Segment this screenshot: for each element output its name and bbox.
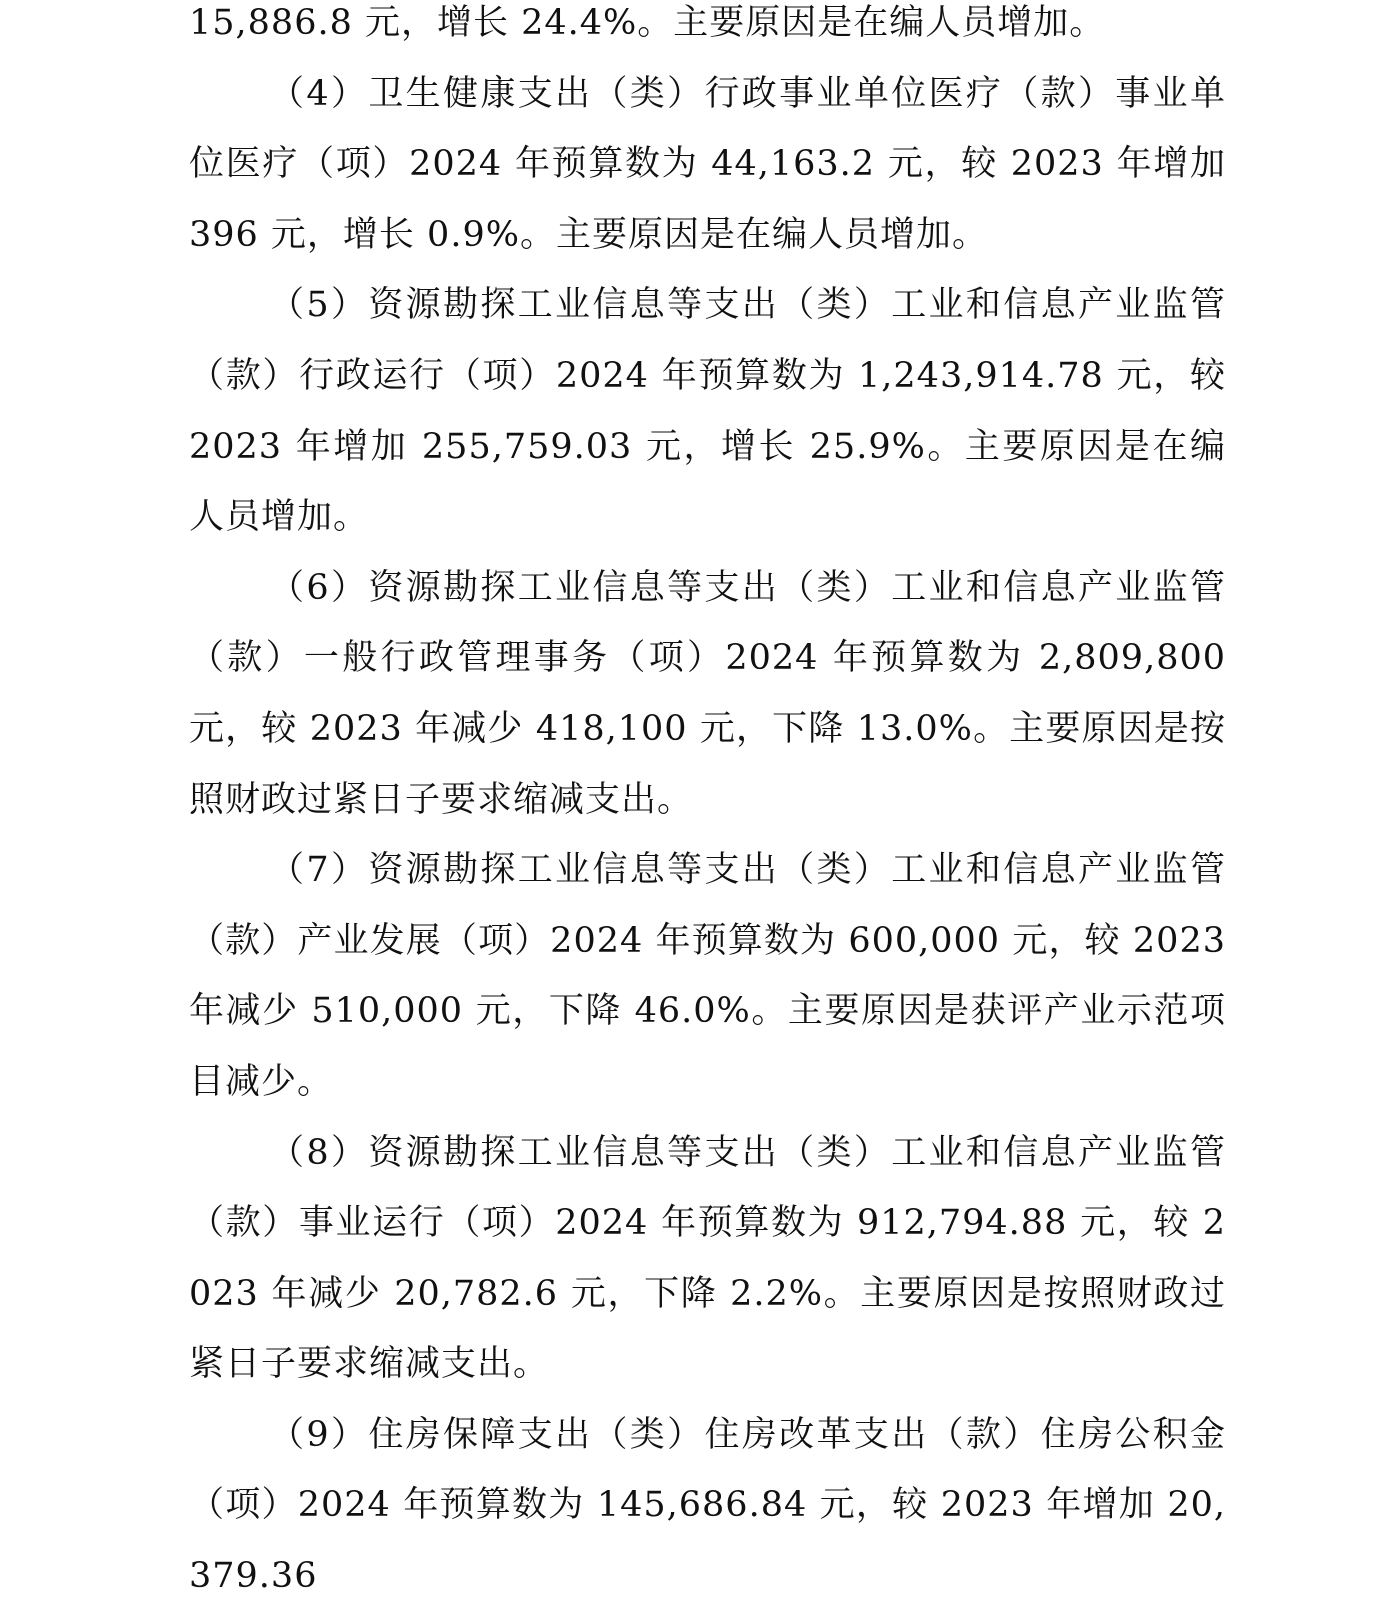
paragraph-item-4: （4）卫生健康支出（类）行政事业单位医疗（款）事业单位医疗（项）2024 年预算数为 44,163.2 元，较 2023 年增加 396 元，增长 0.9%。主要原因是在编人员增加。: [189, 73, 1226, 255]
paragraph-item-5: （5）资源勘探工业信息等支出（类）工业和信息产业监管（款）行政运行（项）2024 年预算数为 1,243,914.78 元，较 2023 年增加 255,759.03 元，增长 25.9%。主要原因是在编人员增加。: [189, 285, 1226, 538]
paragraph-item-7: （7）资源勘探工业信息等支出（类）工业和信息产业监管（款）产业发展（项）2024 年预算数为 600,000 元，较 2023 年减少 510,000 元，下降 46.0%。主要原因是获评产业示范项目减少。: [189, 850, 1226, 1102]
paragraph-item-9: （9）住房保障支出（类）住房改革支出（款）住房公积金（项）2024 年预算数为 145,686.84 元，较 2023 年增加 20,379.36: [189, 1414, 1226, 1597]
document-page: [189, 0, 1226, 1612]
paragraph-item-6: （6）资源勘探工业信息等支出（类）工业和信息产业监管（款）一般行政管理事务（项）2024 年预算数为 2,809,800 元，较 2023 年减少 418,100 元，下降 13.0%。主要原因是按照财政过紧日子要求缩减支出。: [189, 567, 1226, 820]
paragraph-continued: 15,886.8 元，增长 24.4%。主要原因是在编人员增加。: [189, 3, 1106, 43]
paragraph-item-8: （8）资源勘探工业信息等支出（类）工业和信息产业监管（款）事业运行（项）2024 年预算数为 912,794.88 元，较 2023 年减少 20,782.6 元，下降 2.2%。主要原因是按照财政过紧日子要求缩减支出。: [189, 1132, 1226, 1385]
